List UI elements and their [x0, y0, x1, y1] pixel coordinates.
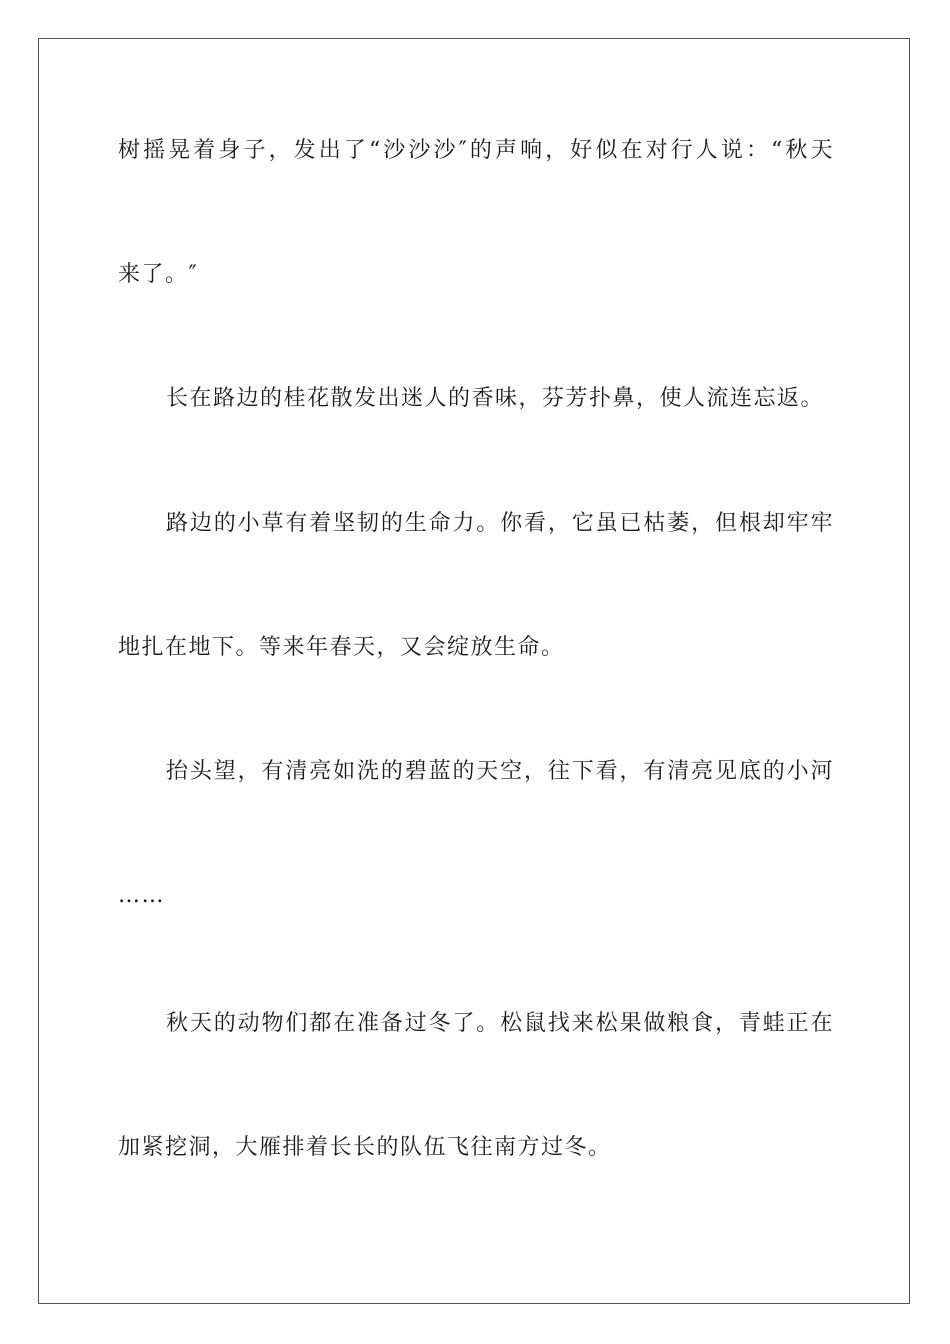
- paragraph-line: 地扎在地下。等来年春天，又会绽放生命。: [118, 635, 565, 660]
- paragraph-line: ……: [118, 883, 165, 908]
- paragraph-line: 抬头望，有清亮如洗的碧蓝的天空，往下看，有清亮见底的小河: [166, 759, 834, 784]
- paragraph-line: 树摇晃着身子，发出了“沙沙沙″的声响，好似在对行人说：“秋天: [118, 138, 834, 163]
- paragraph-line: 路边的小草有着坚韧的生命力。你看，它虽已枯萎，但根却牢牢: [166, 511, 834, 536]
- paragraph-line: 来了。″: [118, 262, 199, 287]
- paragraph-line: 加紧挖洞，大雁排着长长的队伍飞往南方过冬。: [118, 1135, 612, 1160]
- paragraph-line: 秋天的动物们都在准备过冬了。松鼠找来松果做粮食，青蛙正在: [166, 1011, 834, 1036]
- page-border: [38, 38, 910, 1304]
- paragraph-line: 长在路边的桂花散发出迷人的香味，芬芳扑鼻，使人流连忘返。: [166, 386, 825, 411]
